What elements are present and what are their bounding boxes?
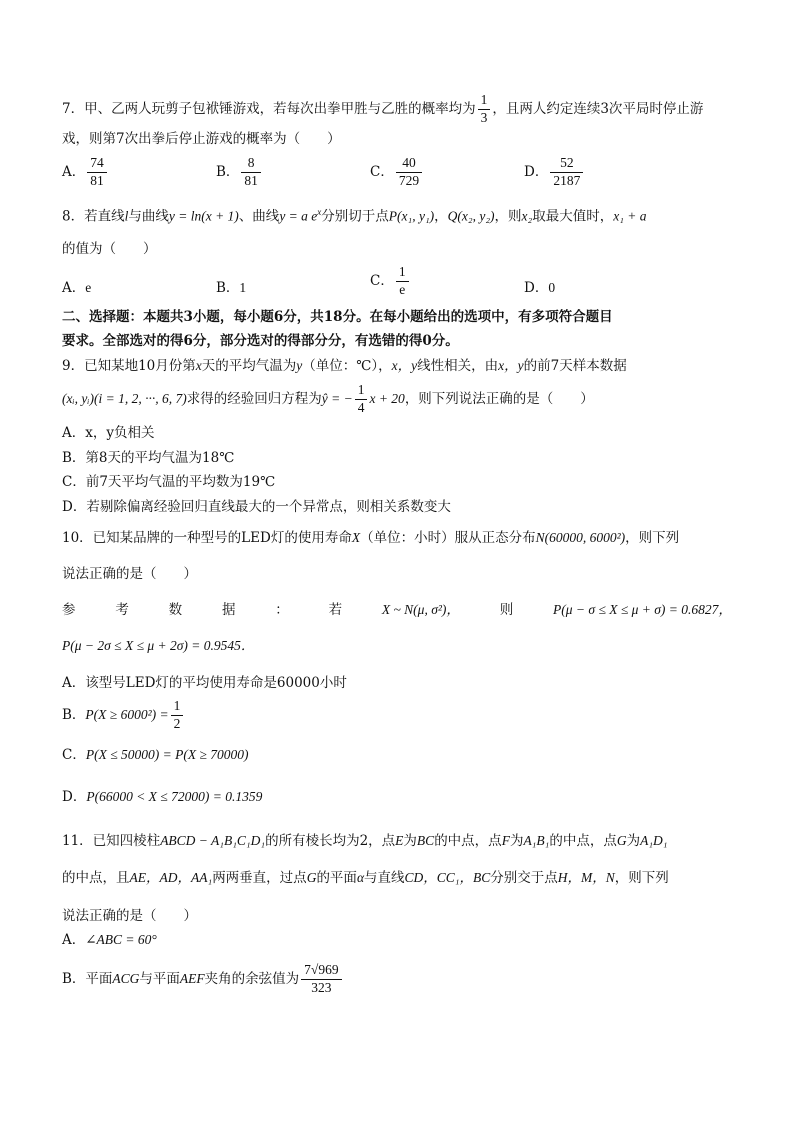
q7-fraction: $\frac{1}{3}$ xyxy=(478,92,491,127)
q9-line1: 9．已知某地10月份第x天的平均气温为y（单位：℃），x，y线性相关，由x，y的前7天样本数据 xyxy=(62,358,627,374)
section2-line1: 二、选择题：本题共3小题，每小题6分，共18分。在每小题给出的选项中，有多项符合题目 xyxy=(62,309,613,325)
q9-line2: (xᵢ, yᵢ)(i = 1, 2, ···, 6, 7)求得的经验回归方程为ŷ = − $\frac{1}{4}$ x + 20，则下列说法正确的是（ ） xyxy=(62,382,594,415)
q8-option-b: B．1 xyxy=(216,280,247,296)
q10-reference-line: 参 考 数 据 ： 若 X ~ N(μ, σ²)， 则 P(μ − σ ≤ X ≤ μ + σ) = 0.6827， xyxy=(62,602,732,618)
q8-curve2: y = a e xyxy=(279,208,318,224)
q10-option-c: C．P(X ≤ 50000) = P(X ≥ 70000) xyxy=(62,747,249,763)
q7-option-b: B． $\frac{8}{81}$ xyxy=(216,155,263,190)
section2-line2: 要求。全部选对的得6分，部分选对的得部分分，有选错的得0分。 xyxy=(62,333,459,349)
q9-option-c: C．前7天平均气温的平均数为19℃ xyxy=(62,474,276,490)
q9-option-a: A．x，y负相关 xyxy=(62,425,155,441)
q10-option-b: B．P(X ≥ 6000²) = $\frac{1}{2}$ xyxy=(62,698,185,733)
q11-line2: 的中点，且AE，AD，AA₁两两垂直，过点G的平面α与直线CD，CC₁，BC分别交于点H，M，N，则下列 xyxy=(62,870,669,886)
q8-line2: 的值为（ ） xyxy=(62,241,157,257)
q8-option-a: A．e xyxy=(62,280,92,296)
q7-line2: 戏，则第7次出拳后停止游戏的概率为（ ） xyxy=(62,131,341,147)
q10-option-a: A．该型号LED灯的平均使用寿命是60000小时 xyxy=(62,675,347,691)
q7-option-a: A． $\frac{74}{81}$ xyxy=(62,155,109,190)
q11-line1: 11．已知四棱柱ABCD − A₁B₁C₁D₁的所有棱长均为2，点E为BC的中点，点F为A₁B₁的中点，点G为A₁D₁ xyxy=(62,833,668,849)
q8-option-c: C． $\frac{1}{e}$ xyxy=(370,264,411,299)
q8-line1: 8．若直线l与曲线y = ln(x + 1)、曲线y = a $e^x$分别切于点P(x₁, y₁)，Q(x₂, y₂)，则x₂取最大值时，x₁ + a xyxy=(62,207,647,225)
q10-option-d: D．P(66000 < X ≤ 72000) = 0.1359 xyxy=(62,789,263,805)
q8-option-d: D．0 xyxy=(524,280,556,296)
q7-option-c: C． $\frac{40}{729}$ xyxy=(370,155,424,190)
q9-option-d: D．若剔除偏离经验回归直线最大的一个异常点，则相关系数变大 xyxy=(62,499,451,515)
q7-line1: 7．甲、乙两人玩剪子包袱锤游戏，若每次出拳甲胜与乙胜的概率均为 $\frac{1}{3}$ ，且两人约定连续3次平局时停止游 xyxy=(62,92,704,125)
q10-line2: 说法正确的是（ ） xyxy=(62,566,197,582)
q11-option-a: A．∠ABC = 60° xyxy=(62,932,157,948)
q11-option-b: B．平面ACG与平面AEF夹角的余弦值为 $\frac{7√969}{323}$ xyxy=(62,962,344,997)
q9-option-b: B．第8天的平均气温为18℃ xyxy=(62,450,235,466)
q7-option-d: D． $\frac{52}{2187}$ xyxy=(524,155,585,190)
q8-curve1: y = ln(x + 1) xyxy=(168,208,239,224)
q10-line1: 10．已知某品牌的一种型号的LED灯的使用寿命X（单位：小时）服从正态分布N(60000, 6000²)，则下列 xyxy=(62,530,680,546)
q10-reference-line2: P(μ − 2σ ≤ X ≤ μ + 2σ) = 0.9545． xyxy=(62,638,255,653)
q11-line3: 说法正确的是（ ） xyxy=(62,908,197,924)
